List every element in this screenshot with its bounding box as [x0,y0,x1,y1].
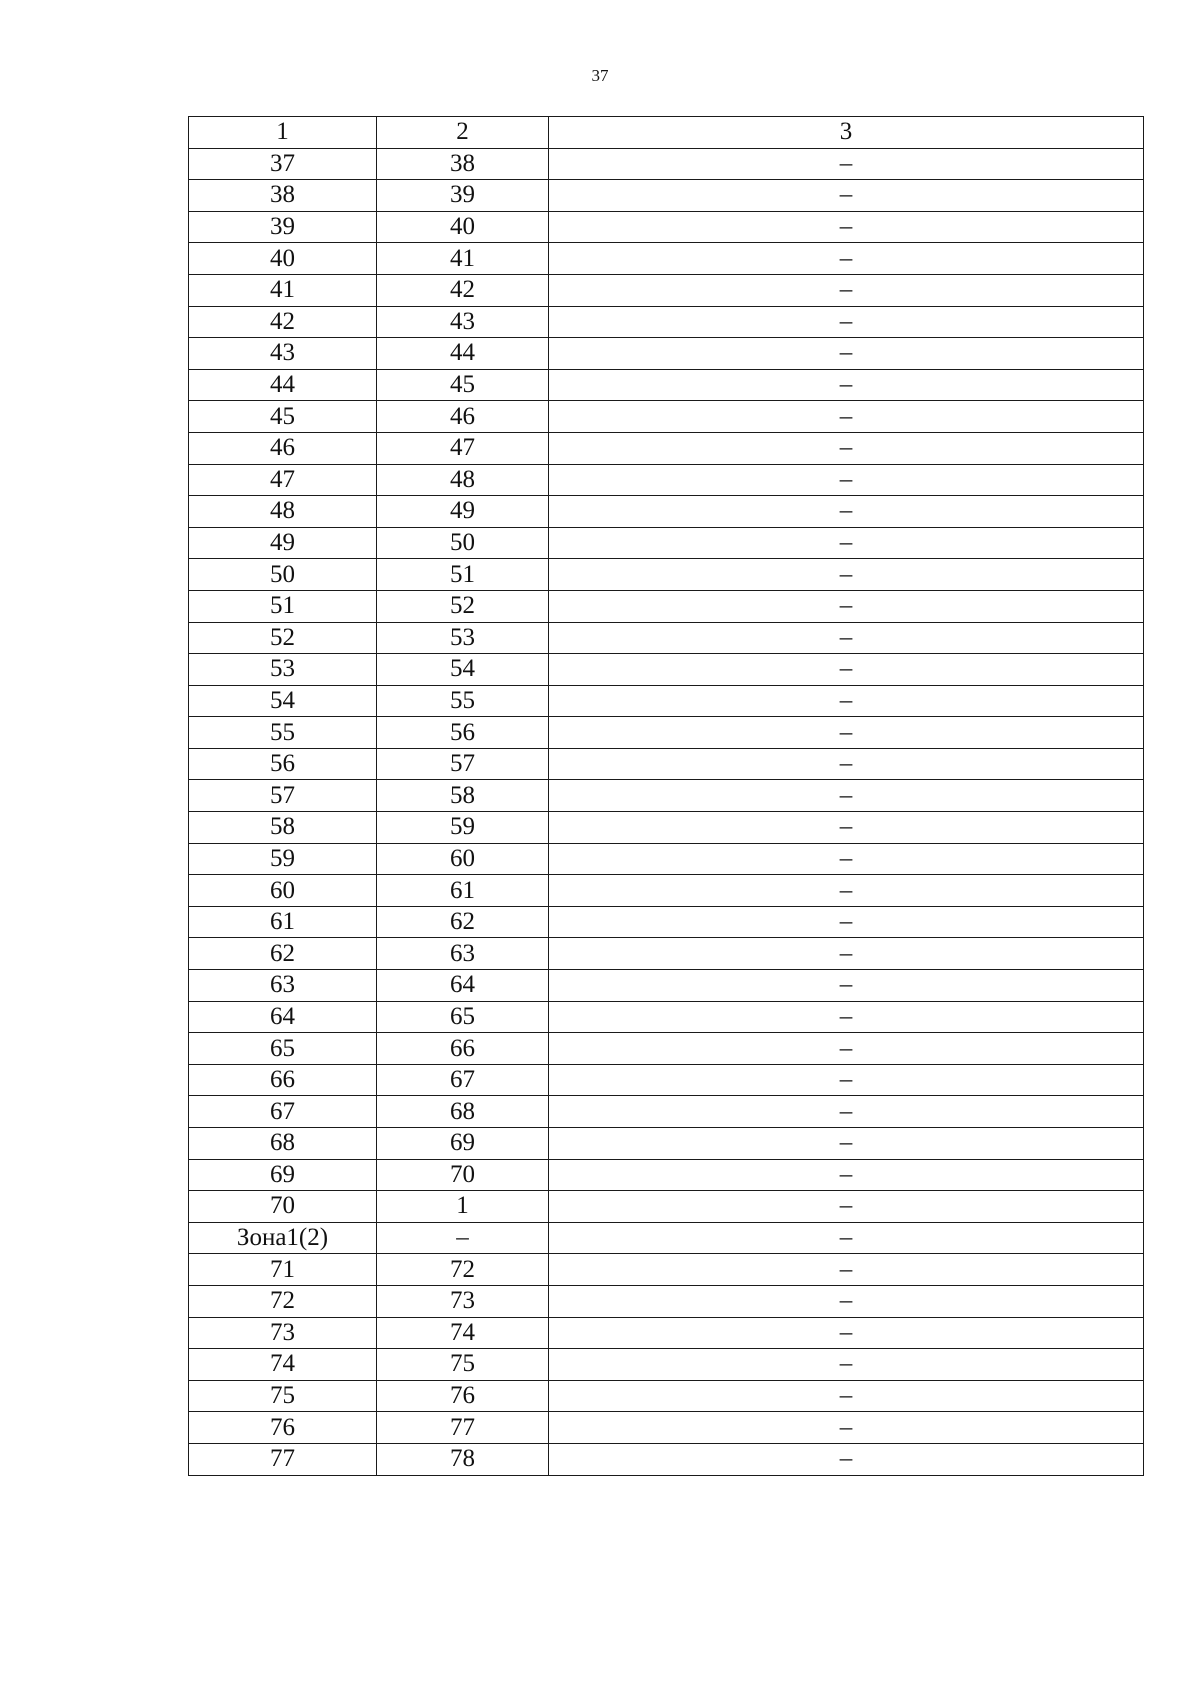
table-cell-col-3: – [549,1443,1144,1475]
table-row [189,1222,1144,1254]
table-cell-col-3: – [549,748,1144,780]
table-row [189,1033,1144,1065]
table-row [189,843,1144,875]
table-cell-col-1: 43 [189,338,377,370]
table-cell-col-3: – [549,274,1144,306]
table-cell-col-2: – [377,1222,549,1254]
table-row [189,780,1144,812]
table-cell-col-2: 75 [377,1349,549,1381]
coordinates-table [188,116,1144,1476]
table-row [189,622,1144,654]
column-header-3: 3 [549,117,1144,149]
table-cell-col-3: – [549,1349,1144,1381]
table-cell-col-3: – [549,1033,1144,1065]
table-cell-col-3: – [549,1380,1144,1412]
table-cell-col-2: 65 [377,1001,549,1033]
table-row [189,748,1144,780]
table-row [189,1159,1144,1191]
table-cell-col-1: 65 [189,1033,377,1065]
page-number: 37 [591,66,609,85]
table-row [189,685,1144,717]
table-cell-col-2: 58 [377,780,549,812]
table-cell-col-2: 44 [377,338,549,370]
table-cell-col-3: – [549,464,1144,496]
table-cell-col-2: 70 [377,1159,549,1191]
table-cell-col-3: – [549,148,1144,180]
table-cell-col-2: 48 [377,464,549,496]
table-cell-col-1: 68 [189,1128,377,1160]
column-header-2: 2 [377,117,549,149]
table-cell-col-2: 40 [377,211,549,243]
table-row [189,654,1144,686]
table-row [189,243,1144,275]
table-row [189,1412,1144,1444]
table-row [189,812,1144,844]
table-row [189,590,1144,622]
table-row [189,1317,1144,1349]
table-row [189,527,1144,559]
table-cell-col-3: – [549,717,1144,749]
table-row [189,496,1144,528]
table-row [189,274,1144,306]
table-row [189,180,1144,212]
table-cell-col-3: – [549,1001,1144,1033]
table-cell-col-2: 56 [377,717,549,749]
table-cell-col-1: 38 [189,180,377,212]
table-cell-col-3: – [549,1412,1144,1444]
table-cell-col-3: – [549,338,1144,370]
table-cell-col-3: – [549,938,1144,970]
table-cell-col-2: 51 [377,559,549,591]
table-cell-col-2: 43 [377,306,549,338]
table-cell-col-1: 56 [189,748,377,780]
table-cell-col-1: 63 [189,970,377,1002]
table-row [189,1191,1144,1223]
table-cell-col-2: 59 [377,812,549,844]
table-cell-col-2: 57 [377,748,549,780]
table-row [189,1001,1144,1033]
table-cell-col-2: 60 [377,843,549,875]
table-row [189,432,1144,464]
table-cell-col-1: 45 [189,401,377,433]
table-cell-col-3: – [549,780,1144,812]
table-cell-col-2: 45 [377,369,549,401]
table-cell-col-1: 37 [189,148,377,180]
table-cell-col-3: – [549,622,1144,654]
table-cell-col-3: – [549,843,1144,875]
table-cell-col-3: – [549,1096,1144,1128]
table-header [189,117,1144,149]
table-cell-col-3: – [549,559,1144,591]
table-cell-col-1: 70 [189,1191,377,1223]
table-cell-col-1: 64 [189,1001,377,1033]
table-cell-col-3: – [549,401,1144,433]
table-cell-col-3: – [549,306,1144,338]
table-row [189,1064,1144,1096]
table-cell-col-3: – [549,1128,1144,1160]
table-row [189,306,1144,338]
table-cell-col-3: – [549,1254,1144,1286]
table-cell-col-1: 74 [189,1349,377,1381]
table-cell-col-1: 67 [189,1096,377,1128]
table-cell-col-3: – [549,1285,1144,1317]
table-cell-col-1: 49 [189,527,377,559]
table-cell-col-3: – [549,180,1144,212]
table-cell-col-2: 64 [377,970,549,1002]
table-cell-col-3: – [549,654,1144,686]
table-cell-col-2: 52 [377,590,549,622]
table-cell-col-1: 48 [189,496,377,528]
table-cell-col-1: 59 [189,843,377,875]
table-cell-col-1: 44 [189,369,377,401]
table-cell-col-1: 54 [189,685,377,717]
table-cell-col-2: 54 [377,654,549,686]
table-cell-col-1: 58 [189,812,377,844]
table-row [189,970,1144,1002]
table-cell-col-1: 53 [189,654,377,686]
table-cell-col-2: 50 [377,527,549,559]
table-cell-col-2: 78 [377,1443,549,1475]
table-cell-col-3: – [549,1159,1144,1191]
table-cell-col-1: 76 [189,1412,377,1444]
table-cell-col-1: 71 [189,1254,377,1286]
table-cell-col-1: 62 [189,938,377,970]
table-row [189,1254,1144,1286]
table-cell-col-1: 72 [189,1285,377,1317]
table-cell-col-1: 41 [189,274,377,306]
table-row [189,1443,1144,1475]
table-cell-col-3: – [549,1191,1144,1223]
table-cell-col-2: 53 [377,622,549,654]
table-cell-col-1: 73 [189,1317,377,1349]
table-cell-col-1: 75 [189,1380,377,1412]
table-row [189,717,1144,749]
table-cell-col-3: – [549,812,1144,844]
table-cell-col-2: 1 [377,1191,549,1223]
table-row [189,938,1144,970]
table-cell-col-3: – [549,1222,1144,1254]
table-cell-col-2: 47 [377,432,549,464]
table-row [189,1380,1144,1412]
table-cell-col-2: 46 [377,401,549,433]
table-cell-col-1: 66 [189,1064,377,1096]
table-row [189,906,1144,938]
table-cell-col-1: 39 [189,211,377,243]
table-row [189,559,1144,591]
header-row [189,117,1144,149]
table-cell-col-1: 46 [189,432,377,464]
table-cell-col-1: 55 [189,717,377,749]
table-cell-col-2: 41 [377,243,549,275]
table-cell-col-2: 66 [377,1033,549,1065]
table-cell-col-1: 61 [189,906,377,938]
table-cell-col-2: 42 [377,274,549,306]
table-row [189,1128,1144,1160]
table-cell-col-1: 40 [189,243,377,275]
table-row [189,369,1144,401]
table-cell-col-3: – [549,1317,1144,1349]
table-cell-col-2: 77 [377,1412,549,1444]
table-cell-col-2: 72 [377,1254,549,1286]
table-cell-col-1: 69 [189,1159,377,1191]
table-row [189,464,1144,496]
table-cell-col-2: 74 [377,1317,549,1349]
table-cell-col-2: 62 [377,906,549,938]
table-cell-col-1: 77 [189,1443,377,1475]
table-cell-col-3: – [549,590,1144,622]
table-cell-col-2: 67 [377,1064,549,1096]
table-cell-col-2: 76 [377,1380,549,1412]
table-cell-col-2: 38 [377,148,549,180]
table-row [189,1096,1144,1128]
table-cell-col-1: Зона1(2) [189,1222,377,1254]
table-cell-col-3: – [549,1064,1144,1096]
table-cell-col-3: – [549,243,1144,275]
table-row [189,1285,1144,1317]
table-row [189,875,1144,907]
table-cell-col-3: – [549,432,1144,464]
table-body [189,148,1144,1475]
table-cell-col-1: 60 [189,875,377,907]
table-row [189,338,1144,370]
table-cell-col-2: 39 [377,180,549,212]
table-cell-col-2: 63 [377,938,549,970]
table-cell-col-1: 51 [189,590,377,622]
table-row [189,211,1144,243]
table-cell-col-3: – [549,369,1144,401]
table-cell-col-1: 47 [189,464,377,496]
table-cell-col-1: 50 [189,559,377,591]
table-cell-col-2: 55 [377,685,549,717]
table-row [189,1349,1144,1381]
table-cell-col-1: 57 [189,780,377,812]
table-cell-col-1: 52 [189,622,377,654]
table-cell-col-3: – [549,875,1144,907]
table-cell-col-3: – [549,685,1144,717]
table-cell-col-2: 61 [377,875,549,907]
column-header-1: 1 [189,117,377,149]
table-cell-col-2: 68 [377,1096,549,1128]
table-cell-col-3: – [549,211,1144,243]
table-cell-col-3: – [549,906,1144,938]
table-cell-col-3: – [549,527,1144,559]
table-cell-col-3: – [549,970,1144,1002]
table-cell-col-1: 42 [189,306,377,338]
table-cell-col-2: 73 [377,1285,549,1317]
table-cell-col-3: – [549,496,1144,528]
table-row [189,401,1144,433]
table-cell-col-2: 49 [377,496,549,528]
coordinates-table-container [188,116,1143,1476]
table-cell-col-2: 69 [377,1128,549,1160]
table-row [189,148,1144,180]
